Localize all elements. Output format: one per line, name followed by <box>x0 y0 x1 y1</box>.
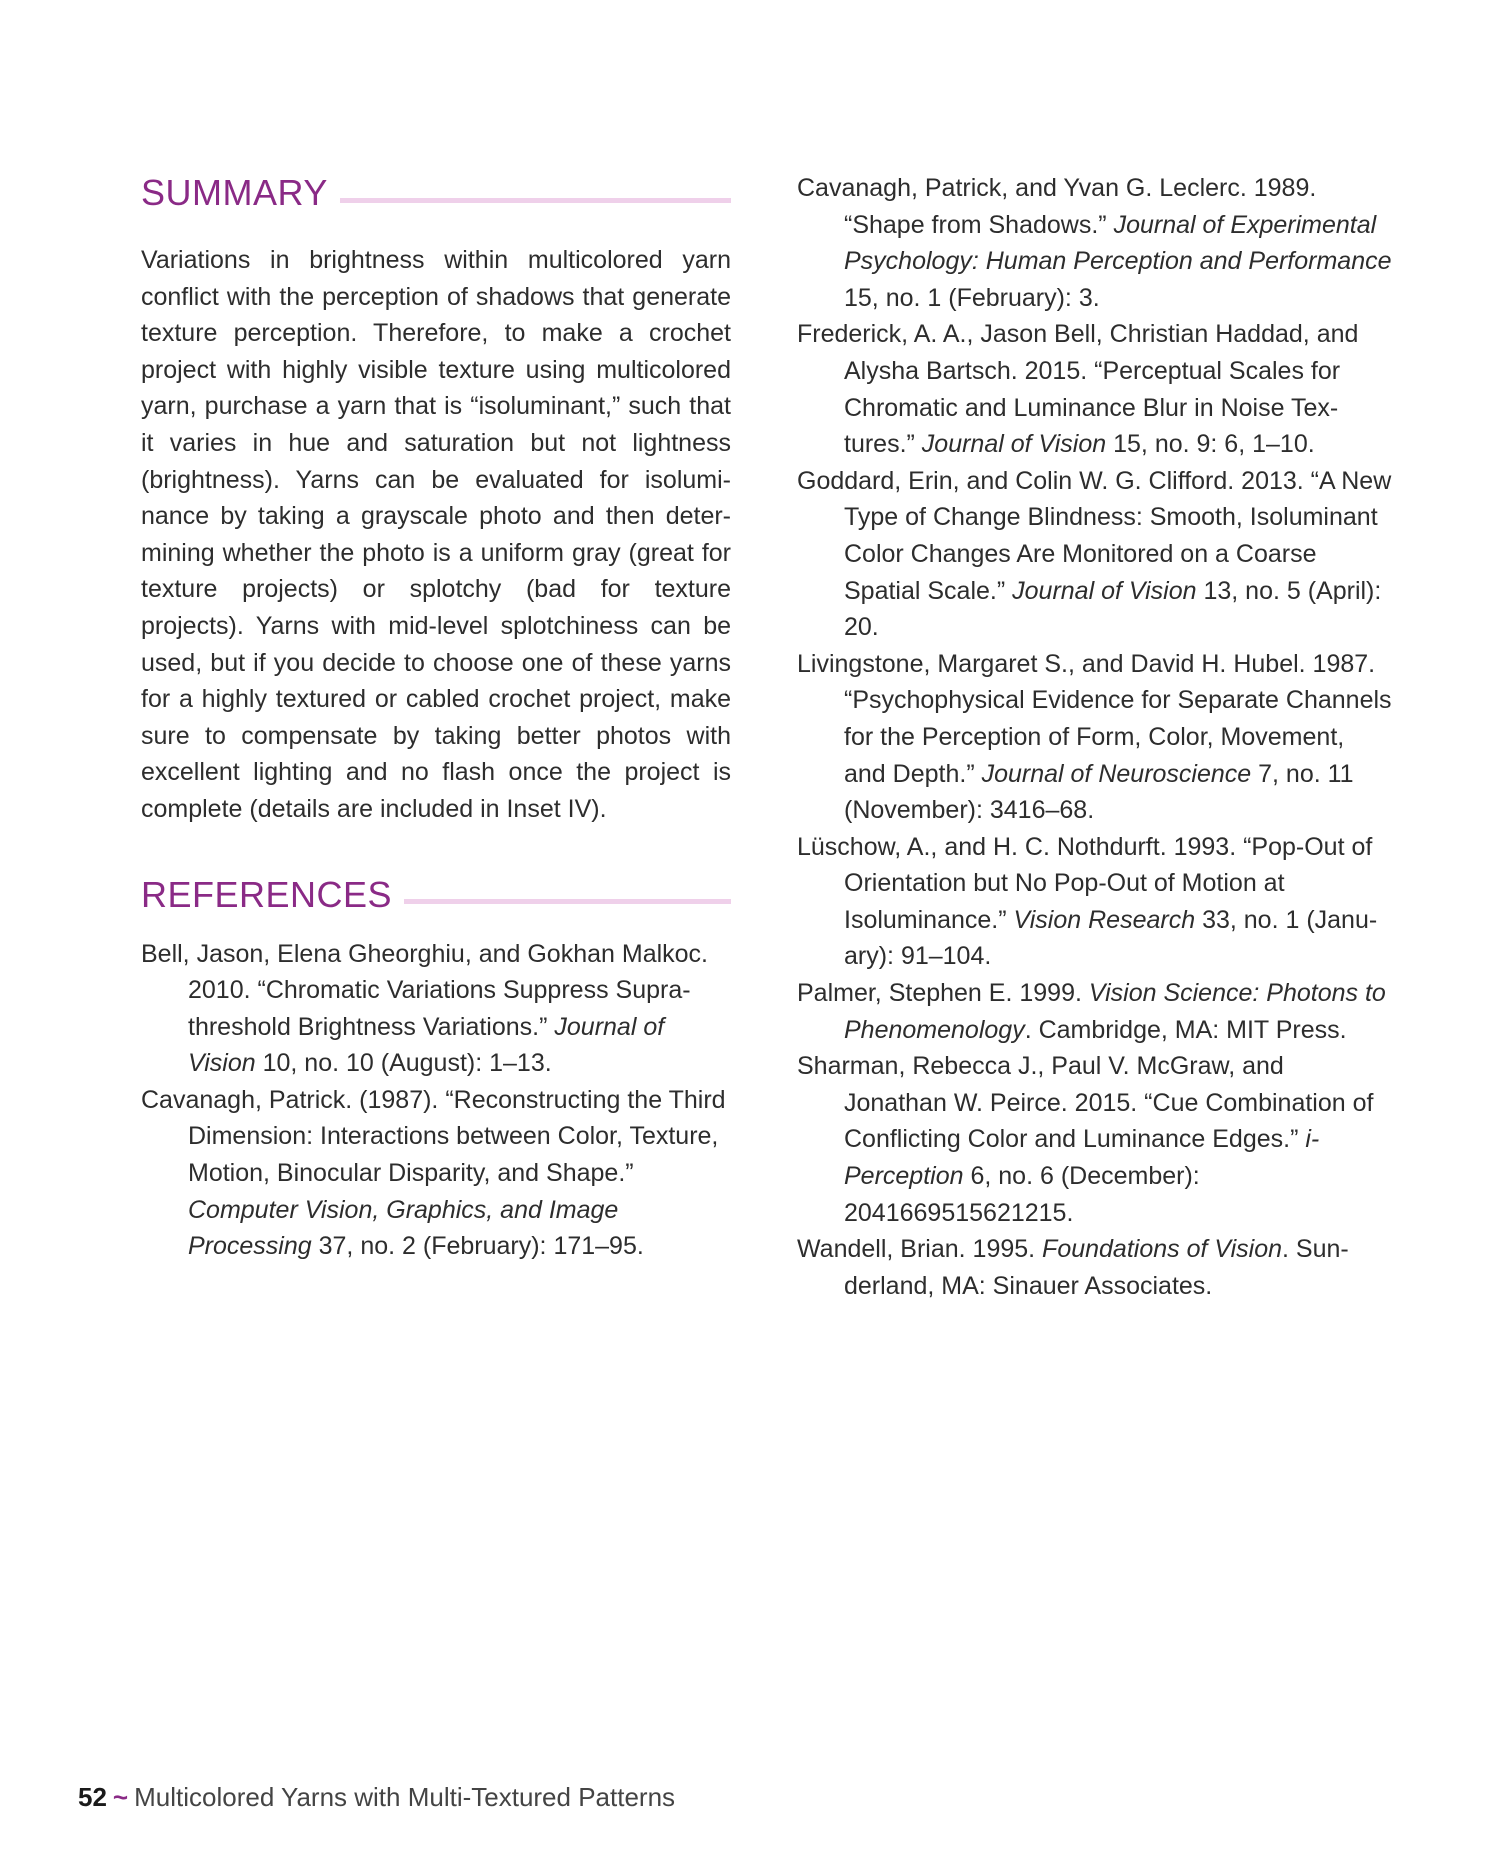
reference-text: Palmer, Stephen E. 1999. <box>797 979 1089 1008</box>
reference-entry <box>797 463 1392 646</box>
reference-title: Journal of Vision <box>188 1012 665 1078</box>
reference-entry <box>797 170 1392 316</box>
page-footer <box>78 1782 675 1813</box>
running-title: Multicolored Yarns with Multi-Textured Patterns <box>134 1782 676 1812</box>
tilde-separator: ~ <box>112 1782 129 1812</box>
reference-details: 15, no. 1 (February): 3. <box>844 283 1100 312</box>
reference-details: 37, no. 2 (February): 171–95. <box>311 1232 644 1261</box>
reference-entry <box>797 975 1392 1048</box>
reference-title: Journal of Vision <box>921 430 1107 459</box>
reference-title: i-Perception <box>844 1125 1320 1191</box>
reference-title: Journal of Experimental Psychology: Human Perception and Performance <box>844 210 1392 276</box>
reference-title: Journal of Vision <box>1012 576 1197 605</box>
right-column <box>797 170 1392 1304</box>
reference-entry <box>797 1048 1392 1231</box>
reference-list-right <box>797 170 1392 1304</box>
reference-title: Foundations of Vision <box>1042 1235 1283 1264</box>
reference-text: Bell, Jason, Elena Gheorghiu, and Gokhan Malkoc. 2010. “Chromatic Variations Suppress Suprathreshold Brightness Variations.” <box>141 939 709 1041</box>
reference-title: Vision Science: Photons to Phenomenology <box>844 979 1386 1044</box>
summary-heading <box>141 170 731 216</box>
references-heading-rule <box>404 899 731 904</box>
left-column <box>141 170 731 1265</box>
reference-entry <box>797 646 1392 829</box>
page-number: 52 <box>78 1782 107 1812</box>
reference-text: Cavanagh, Patrick, and Yvan G. Leclerc. 1989. “Shape from Shadows.” <box>797 174 1317 239</box>
summary-heading-text: SUMMARY <box>141 172 328 213</box>
reference-text: Livingstone, Margaret S., and David H. Hubel. 1987. “Psychophysical Evidence for Separate Channels for the Perception of Form, Color, Movement, and Depth.” <box>797 649 1392 788</box>
reference-entry <box>141 936 731 1082</box>
reference-entry <box>797 1231 1392 1304</box>
reference-text: Goddard, Erin, and Colin W. G. Clifford. 2013. “A New Type of Change Blindness: Smooth, Isoluminant Color Changes Are Monitored on a Coarse Spatial Scale.” <box>797 466 1392 605</box>
reference-details: . Sunderland, MA: Sinauer Associates. <box>844 1235 1349 1300</box>
reference-text: Lüschow, A., and H. C. Nothdurft. 1993. “Pop-Out of Orientation but No Pop-Out of Motion at Isoluminance.” <box>797 832 1373 934</box>
reference-title: Vision Research <box>1013 905 1196 934</box>
reference-text: Sharman, Rebecca J., Paul V. McGraw, and Jonathan W. Peirce. 2015. “Cue Combination of Conflicting Color and Luminance Edges.” <box>797 1052 1374 1154</box>
reference-text: Frederick, A. A., Jason Bell, Christian Haddad, and Alysha Bartsch. 2015. “Perceptual Scales for Chromatic and Luminance Blur in Noise Textures.” <box>797 320 1359 459</box>
reference-details: 10, no. 10 (August): 1–13. <box>255 1049 552 1078</box>
reference-entry <box>797 316 1392 462</box>
reference-details: 6, no. 6 (December): 2041669515621215. <box>844 1162 1200 1227</box>
reference-title: Journal of Neuroscience <box>981 759 1252 788</box>
reference-text: Wandell, Brian. 1995. <box>797 1235 1043 1264</box>
references-heading-text: REFERENCES <box>141 873 393 915</box>
summary-heading-rule <box>340 198 731 203</box>
reference-details: 15, no. 9: 6, 1–10. <box>1106 430 1315 459</box>
reference-entry <box>797 829 1392 975</box>
reference-title: Computer Vision, Graphics, and Image Processing <box>188 1195 619 1261</box>
summary-paragraph: Variations in brightness within multicolored yarn conflict with the perception of shadows that generate texture perception. Therefore, to make a crochet project with highly visible texture using multicolored yarn, purchase a yarn that is “isoluminant,” such that it varies in hue and saturation but not lightness (brightness). Yarns can be evaluated for isoluminance by taking a grayscale photo and then determining whether the photo is a uniform gray (great for texture projects) or splotchy (bad for texture projects). Yarns with mid-level splotchiness can be used, but if you decide to choose one of these yarns for a highly textured or cabled crochet project, make sure to compensate by taking better photos with excellent lighting and no flash once the project is complete (details are included in Inset IV). <box>141 246 731 823</box>
reference-text: Cavanagh, Patrick. (1987). “Reconstructing the Third Dimension: Interactions between Color, Texture, Motion, Binocular Disparity, and Shape.” <box>141 1085 726 1188</box>
references-heading <box>141 872 731 918</box>
reference-list-left <box>141 936 731 1265</box>
reference-details: 13, no. 5 (April): 20. <box>844 576 1382 642</box>
reference-details: . Cambridge, MA: MIT Press. <box>1024 1015 1347 1044</box>
reference-details: 7, no. 11 (November): 3416–68. <box>844 759 1354 825</box>
reference-details: 33, no. 1 (January): 91–104. <box>844 905 1378 971</box>
reference-entry <box>141 1082 731 1265</box>
